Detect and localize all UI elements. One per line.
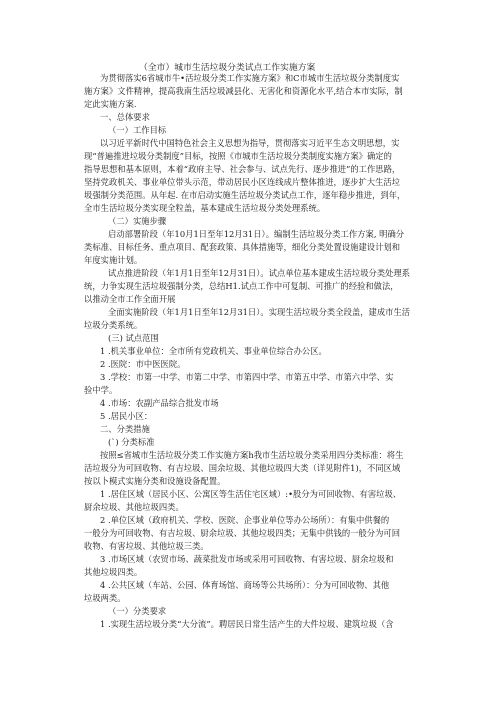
- body-line: 活垃圾分为可回收物、有吉垃圾、国余垃圾、其他垃圾四大类（详见附件1)，不同区域: [84, 463, 401, 473]
- body-line: 全市生活垃圾分类实现全粒盖，基本建成生活垃圾分类处理系统。: [84, 203, 326, 213]
- body-line: 指导思想和基本原则，本着“政府主导、社会参与、试点先行、逐步推进”的工作思路，: [84, 164, 401, 174]
- body-line: 二、分类措施: [100, 424, 150, 434]
- body-line: 统，力争实现生活垃圾强制分类，总结H1.试点工作中可复制、可推广的经验和做法，: [84, 281, 399, 291]
- body-line: 垃圾两类。: [84, 593, 126, 603]
- body-line: (`) 分类标准: [108, 437, 155, 447]
- body-line: 1 .机关事业单位：全市所有党政机关、事业单位综合办公区。: [100, 346, 327, 356]
- body-line: 以习近平新时代中国特色社会主义思想为指导，贯彻落实习近平生态文明思想，实: [100, 138, 400, 148]
- body-line: 收物、有害垃圾、其他垃圾三类。: [84, 541, 209, 551]
- body-line: 一般分为可回收物、有吉垃圾、厨余垃圾、其他垃圾四类；无集中供钱的一般分为可回: [84, 528, 401, 538]
- body-line: (三) 试点范围: [108, 333, 159, 343]
- document-title: （全市）城市生活垃圾分类试点工作实施方案: [139, 63, 316, 73]
- body-line: 一、总体要求: [100, 112, 150, 122]
- body-line: 定此实施方案.: [84, 99, 137, 109]
- body-line: 施方案》文件精神，提高我南生活垃圾减县化、无害化和资源化水平,结合本市实际，制: [84, 86, 403, 96]
- body-line: 坚持党政机关、事业单位带头示范，带动居民小区连线成片整体推进，逐步扩大生活垃: [84, 177, 401, 187]
- body-line: 年度实施计划。: [84, 255, 143, 265]
- body-line: 试点推进阶段（年1月1日至年12月31日）。试点单位基本建成生活垃圾分类处理系: [108, 268, 411, 278]
- body-line: 其他垃圾四类。: [84, 567, 143, 577]
- body-line: 全面实施阶段（年1月1日至年12月31日）。实现生活垃圾分类全段盖，建成市生活: [108, 307, 411, 317]
- body-line: （一）工作目标: [108, 125, 167, 135]
- body-line: 3 .学校：市第一中学、市第二中学、市第四中学、市第五中学、市第六中学、实: [100, 372, 394, 382]
- body-line: 1 .实现生活垃圾分类“大分流”。聘居民日常生活产生的大件垃圾、建筑垃圾（含: [100, 619, 394, 629]
- body-line: 垃圾分类系统。: [84, 320, 143, 330]
- body-line: 1 .居住区域（居民小区、公寓区等生活住宅区域）:•股分为可回收物、有害垃圾、: [100, 489, 402, 499]
- body-line: 3 .市场区域（农贸市场、蔬菜批发市场或采用可回收物、有害垃圾、厨余垃圾和: [100, 554, 394, 564]
- body-line: 厨余垃圾、其他垃圾四类。: [84, 502, 184, 512]
- body-line: 圾强制分类范围。从年起. 在市启动实施生活垃圾分类试点工作，逐年稳步推进，到年，: [84, 190, 406, 200]
- body-line: 4 .公共区域（车站、公园、体育场馆、商场等公共场所）：分为可回收物、其他: [100, 580, 390, 590]
- body-line: 类标准、目标任务、重点项目、配套政策、具体措施等，细化分类处置设施建设计划和: [84, 242, 401, 252]
- body-line: 现“普遍推进垃圾分类制度”目标，按照《市城市生活垃圾分类制度实施方案》确定的: [84, 151, 392, 161]
- body-line: （一）分类要求: [108, 606, 167, 616]
- body-line: 2 .医院：市中医医院。: [100, 359, 186, 369]
- body-line: 4 .市场：农副产品综合批发市场: [100, 398, 219, 408]
- body-line: 启动部署阶段（年10月1日至年12月31日）。编制生活垃圾分类工作方案, 明确分: [108, 229, 405, 239]
- body-line: 为贯彻落实6省城市牛•活垃圾分类工作实施方案》和C市城市生活垃圾分类制度实: [100, 73, 400, 83]
- body-line: 按以卜模式实施分类和设施设备配置。: [84, 476, 226, 486]
- body-line: （二）实施步骤: [108, 216, 167, 226]
- body-line: 2 .单位区域（政府机关、学校、医院、企事业单位等办公场所）：有集中供餐的: [100, 515, 390, 525]
- body-line: 以推动全市工作全面开展: [84, 294, 176, 304]
- body-line: 5 .居民小区：: [100, 411, 153, 421]
- body-line: 验中学。: [84, 385, 118, 395]
- body-line: 按照≤省城市生活垃圾分类工作实施方案h我市生活垃圾分类采用四分类标准：将生: [100, 450, 404, 460]
